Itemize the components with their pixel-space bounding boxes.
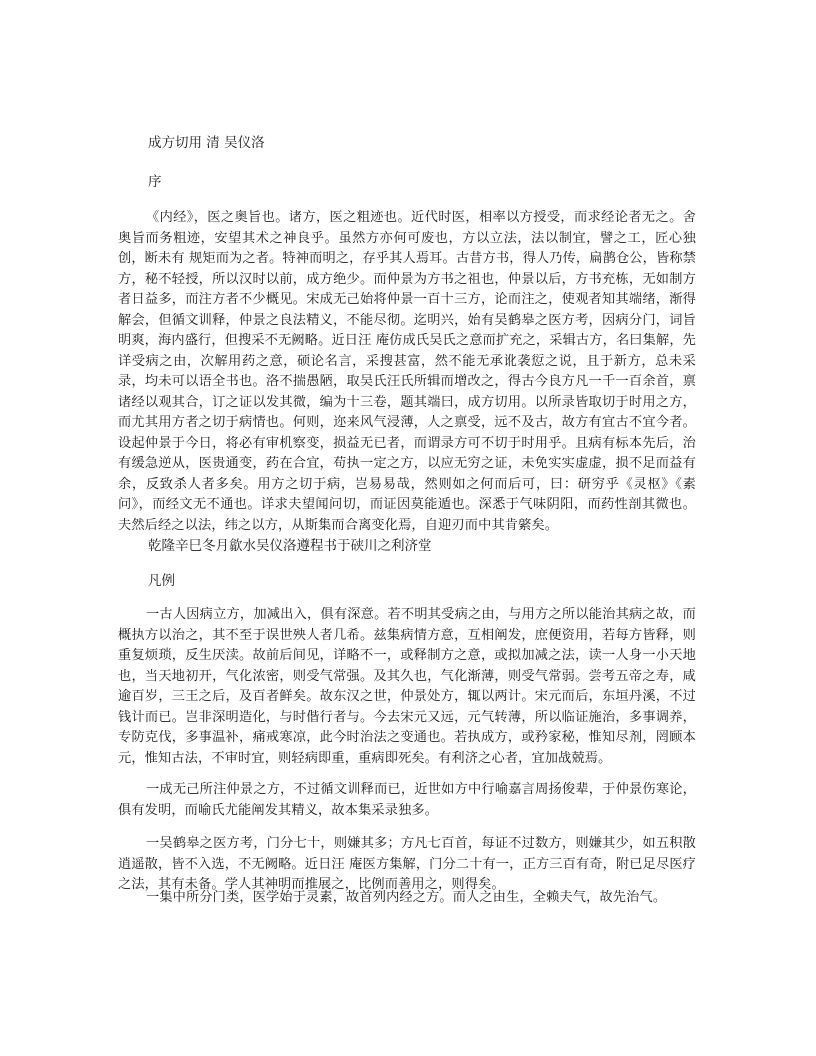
fanli-rule-3: 一吴鹤皋之医方考，门分七十，则嫌其多；方凡七百首，每证不过数方，则嫌其少，如五积散逍遥散，皆不入选，不无阙略。近日汪 庵医方集解，门分二十有一，正方三百有奇，附已足尽医疗之法，其有未备。学人其神明而推展之，比例而善用之，则得矣。 bbox=[118, 836, 696, 892]
preface-heading: 序 bbox=[148, 174, 162, 190]
preface-paragraph: 《内经》，医之奥旨也。诸方，医之粗迹也。近代时医，相率以方授受，而求经论者无之。舍奥旨而务粗迹，安望其术之神良乎。虽然方亦何可废也，方以立法，法以制宜，譬之工，匠心独创，断未有 规矩而为之者。特神而明之，存乎其人焉耳。古昔方书，得人乃传，扁鹊仓公，皆称禁方，秘不轻授，所以汉时以前，成方绝少。而仲景为方书之祖也，仲景以后，方书充栋，无如制方者日益多，而注方者不少概见。宋成无己始将仲景一百十三方，论而注之，使观者知其端绪，渐得解会，但循文训释，仲景之良法精义，不能尽彻。迄明兴，始有吴鹤皋之医方考，因病分门，词旨明爽，海内盛行，但搜采不无阙略。近日汪 庵仿成氏吴氏之意而扩充之，采辑古方，名曰集解，先详受病之由，次解用药之意，硕论名言，采搜甚富，然不能无承讹袭愆之说，且于新方，总未采录，均未可以语全书也。洛不揣愚陋，取吴氏汪氏所辑而增改之，得古今良方凡一千一百余首，禀诸经以观其合，订之证以发其微，编为十三卷，题其端曰，成方切用。以所录皆取切于时用之方，而尤其用方者之切于病情也。何则，迩来风气浸薄，人之禀受，远不及古，故方有宜古不宜今者。设起仲景于今日，将必有审机察变，损益无已者，而谓录方可不切于时用乎。且病有标本先后，治有缓急逆从，医贵通变，药在合宜，苟执一定之方，以应无穷之证，未免实实虚虚，损不足而益有余，反致杀人者多矣。用方之切于病，岂易易哉，然则如之何而后可，曰：研穷乎《灵枢》《素问》，而经文无不通也。详求夫望闻问切，而证因莫能遁也。深悉于气味阴阳，而药性剖其微也。夫然后经之以法，纬之以方，从斯集而合离变化焉，自迎刃而中其肯綮矣。 bbox=[118, 210, 696, 533]
preface-signature: 乾隆辛巳冬月歙水吴仪洛遵程书于硖川之利济堂 bbox=[148, 538, 432, 554]
fanli-rule-4: 一集中所分门类，医学始于灵素，故首列内经之方。而人之由生，全赖夫气，故先治气。 bbox=[146, 890, 667, 905]
fanli-heading: 凡例 bbox=[148, 573, 175, 589]
fanli-rule-1: 一古人因病立方，加减出入，俱有深意。若不明其受病之由，与用方之所以能治其病之故，而概执方以治之，其不至于误世殃人者几希。兹集病情方意，互相阐发，庶便资用，若每方皆释，则重复烦琐，反生厌渎。故前后间见，详略不一，或释制方之意，或拟加减之法，读一人身一小天地也，当天地初开，气化浓密，则受气常强。及其久也，气化渐薄，则受气常弱。尝考五帝之寿，咸逾百岁，三王之后，及百者鲜矣。故东汉之世，仲景处方，辄以两计。宋元而后，东垣丹溪，不过钱计而已。岂非深明造化，与时偕行者与。今去宋元又远，元气转薄，所以临证施治，多事调养，专防克伐，多事温补，痛戒寒凉，此今时治法之变通也。若执成方，或矜家秘，惟知尽剂，罔顾本元，惟知古法，不审时宜，则轻病即重，重病即死矣。有利济之心者，宜加战兢焉。 bbox=[118, 607, 696, 766]
book-title: 成方切用 清 吴仪洛 bbox=[148, 135, 265, 151]
fanli-rule-2: 一成无己所注仲景之方，不过循文训释而已，近世如方中行喻嘉言周扬俊辈，于仲景伤寒论，俱有发明，而喻氏尤能阐发其精义，故本集采录独多。 bbox=[118, 782, 696, 818]
